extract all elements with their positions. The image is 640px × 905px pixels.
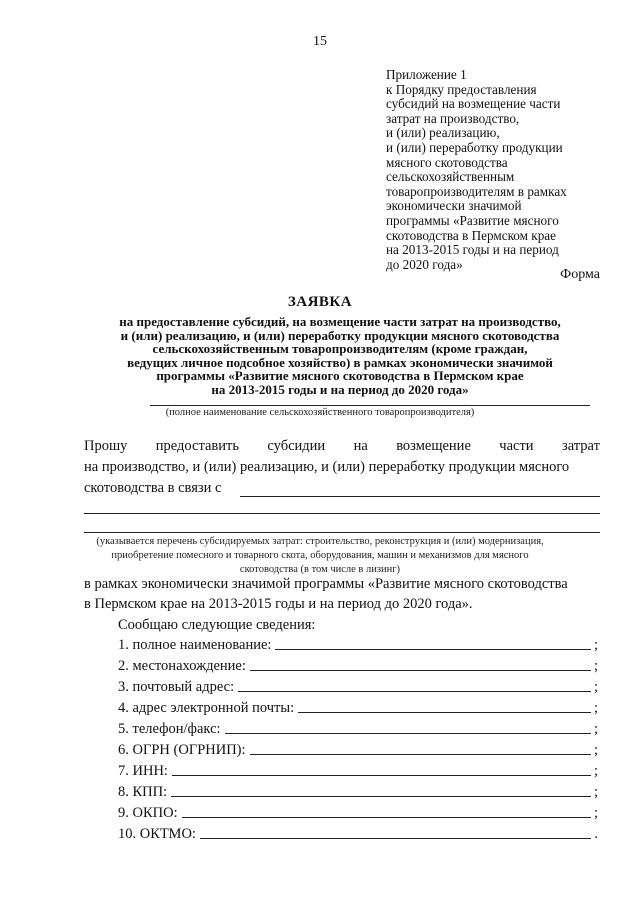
field-input-line[interactable]: [238, 690, 591, 692]
subtitle-line: сельскохозяйственным товаропроизводителям (кроме граждан,: [152, 341, 528, 357]
field-end: ;: [593, 805, 598, 821]
appendix-line: до 2020 года»: [386, 256, 463, 272]
request-line-2: на производство, и (или) реализацию, и (или) переработку продукции мясного: [84, 459, 570, 475]
field-input-line[interactable]: [182, 816, 591, 818]
field-label: 8. КПП:: [118, 784, 168, 800]
appendix-line: затрат на производство,: [386, 110, 520, 126]
info-intro: Сообщаю следующие сведения:: [118, 617, 316, 633]
request-word: части: [499, 438, 534, 454]
field-label: 9. ОКПО:: [118, 805, 178, 821]
appendix-line: скотоводства в Пермском крае: [386, 227, 556, 243]
field-phone-fax: [118, 718, 598, 738]
field-inn: [118, 760, 598, 780]
appendix-line: субсидий на возмещение части: [386, 96, 561, 112]
appendix-block: [386, 68, 618, 272]
appendix-line: на 2013-2015 годы и на период: [386, 242, 559, 258]
field-label: 2. местонахождение:: [118, 658, 246, 674]
field-end: ;: [593, 784, 598, 800]
field-oktmo: [118, 823, 598, 843]
field-ogrn: [118, 739, 598, 759]
field-end: ;: [593, 658, 598, 674]
request-word: возмещение: [396, 438, 471, 454]
field-input-line[interactable]: [200, 837, 591, 839]
field-label: 10. ОКТМО:: [118, 826, 196, 842]
field-end: .: [594, 826, 598, 842]
subtitle-line: на 2013-2015 годы и на период до 2020 года»: [211, 381, 469, 397]
field-input-line[interactable]: [275, 648, 591, 650]
subtitle-line: программы «Развитие мясного скотоводства в Пермском крае: [156, 368, 524, 384]
field-postal-address: [118, 676, 598, 696]
field-end: ;: [593, 721, 598, 737]
subtitle-line: ведущих личное подсобное хозяйство) в рамках экономически значимой: [127, 354, 553, 370]
costs-caption-line: скотоводства (в том числе в лизинг): [239, 564, 401, 575]
costs-caption-line: (указывается перечень субсидируемых затрат: строительство, реконструкция и (или) модернизация,: [96, 536, 544, 547]
appendix-line: программы «Развитие мясного: [386, 212, 559, 228]
page-number: 15: [313, 34, 327, 49]
field-end: ;: [593, 763, 598, 779]
appendix-line: и (или) реализацию,: [386, 125, 500, 141]
costs-input-line-1[interactable]: [240, 496, 600, 497]
field-input-line[interactable]: [171, 795, 591, 797]
appendix-line: мясного скотоводства: [386, 154, 508, 170]
field-end: ;: [593, 742, 598, 758]
subtitle-line: на предоставление субсидий, на возмещение части затрат на производство,: [119, 314, 561, 329]
request-word: Прошу: [84, 438, 128, 454]
appendix-line: экономически значимой: [386, 198, 522, 214]
producer-caption: (полное наименование сельскохозяйственного товаропроизводителя): [165, 407, 475, 418]
field-kpp: [118, 781, 598, 801]
costs-input-line-3[interactable]: [84, 532, 600, 533]
request-line-1: [84, 438, 600, 455]
field-email: [118, 697, 598, 717]
appendix-line: товаропроизводителям в рамках: [386, 183, 567, 199]
field-label: 7. ИНН:: [118, 763, 168, 779]
field-input-line[interactable]: [225, 732, 591, 734]
field-label: 4. адрес электронной почты:: [118, 700, 295, 716]
program-text-line: в Пермском крае на 2013-2015 годы и на период до 2020 года».: [84, 596, 473, 612]
request-word: предоставить: [155, 438, 239, 454]
document-subtitle: [70, 315, 610, 397]
form-label: Форма: [560, 267, 600, 282]
field-label: 3. почтовый адрес:: [118, 679, 235, 695]
appendix-line: и (или) переработку продукции: [386, 139, 563, 155]
field-input-line[interactable]: [172, 774, 591, 776]
program-text-line: в рамках экономически значимой программы «Развитие мясного скотоводства: [84, 576, 568, 592]
field-label: 1. полное наименование:: [118, 637, 272, 653]
costs-caption-line: приобретение помесного и товарного скота, оборудования, машин и механизмов для мясного: [111, 550, 529, 561]
field-location: [118, 655, 598, 675]
field-label: 5. телефон/факс:: [118, 721, 221, 737]
field-end: ;: [593, 700, 598, 716]
costs-input-line-2[interactable]: [84, 513, 600, 514]
request-word: на: [353, 438, 368, 454]
appendix-line: к Порядку предоставления: [386, 81, 537, 97]
costs-caption: [0, 535, 640, 577]
request-line-3: скотоводства в связи с: [84, 480, 222, 496]
producer-name-line[interactable]: [150, 405, 590, 406]
request-word: затрат: [561, 438, 600, 454]
field-input-line[interactable]: [250, 669, 591, 671]
request-word: субсидии: [267, 438, 326, 454]
appendix-line: Приложение 1: [386, 67, 467, 82]
field-end: ;: [593, 679, 598, 695]
field-full-name: [118, 634, 598, 654]
appendix-line: сельскохозяйственным: [386, 169, 515, 185]
field-label: 6. ОГРН (ОГРНИП):: [118, 742, 246, 758]
field-input-line[interactable]: [250, 753, 591, 755]
field-okpo: [118, 802, 598, 822]
field-end: ;: [593, 637, 598, 653]
subtitle-line: и (или) реализацию, и (или) переработку продукции мясного скотоводства: [120, 327, 560, 343]
field-input-line[interactable]: [298, 711, 591, 713]
document-title: ЗАЯВКА: [287, 294, 353, 310]
